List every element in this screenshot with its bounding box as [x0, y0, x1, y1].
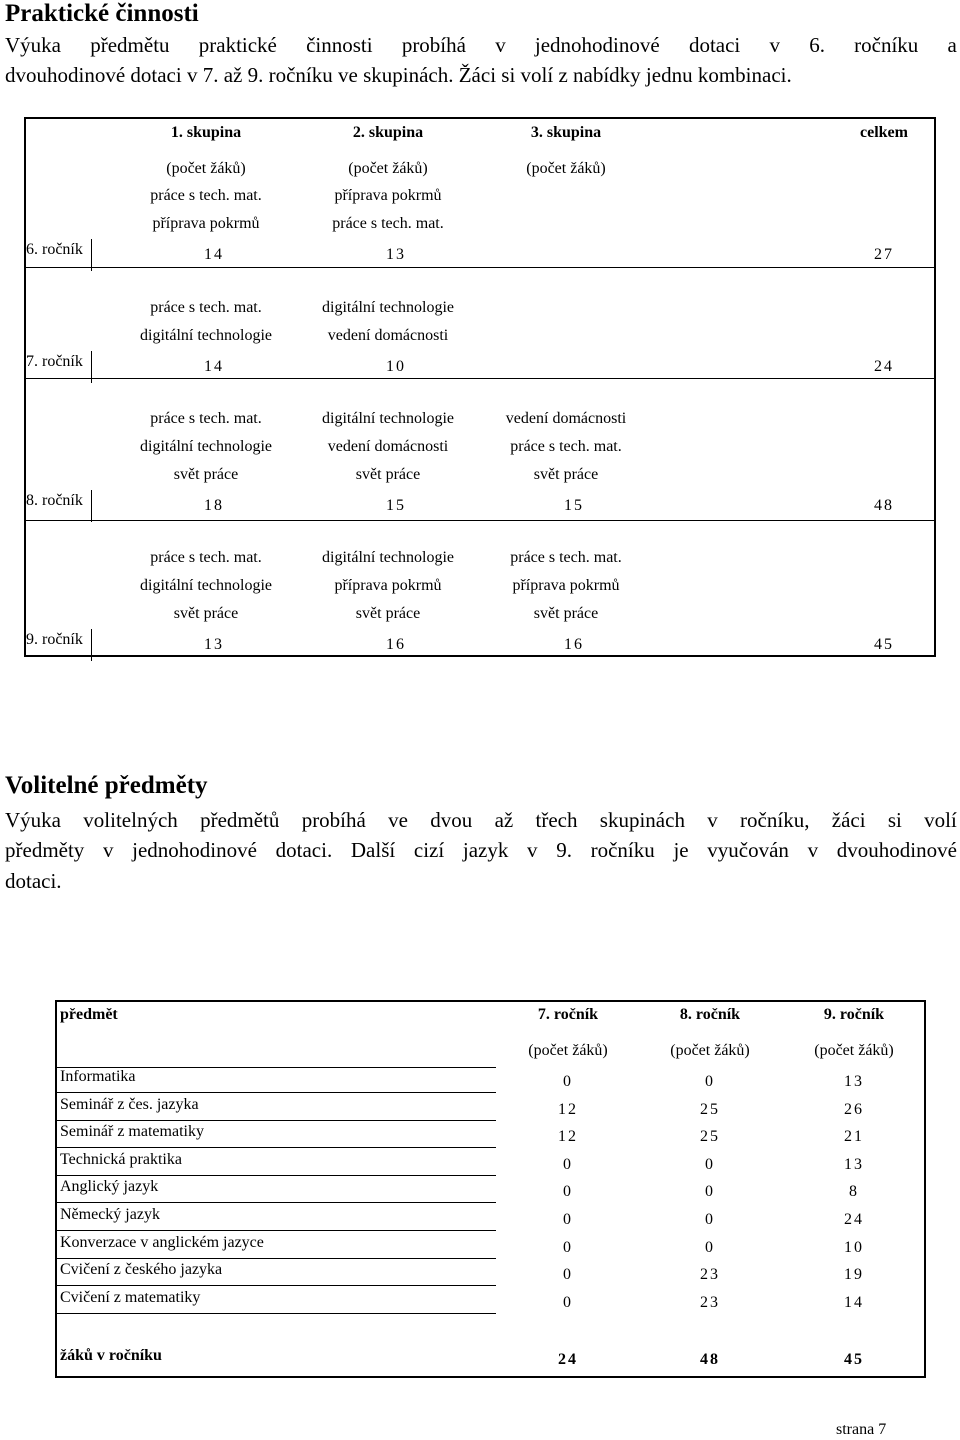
- group-subject: práce s tech. mat.: [150, 299, 262, 316]
- group-subject: svět práce: [355, 466, 421, 483]
- word: ročníku: [590, 838, 655, 862]
- count-grade-9: 10: [844, 1238, 864, 1256]
- row-label: 9. ročník: [26, 631, 83, 648]
- total-label: žáků v ročníku: [60, 1347, 162, 1364]
- left-border: [56, 1067, 57, 1327]
- group-count: 14: [204, 358, 224, 375]
- subject-name: Německý jazyk: [60, 1206, 160, 1223]
- row-divider: [56, 1067, 496, 1068]
- row-divider: [56, 1313, 496, 1314]
- header-group-3: 3. skupina: [530, 124, 602, 141]
- group-count: 18: [204, 497, 224, 514]
- group-subject: digitální technologie: [322, 410, 454, 427]
- count-grade-7: 0: [563, 1266, 573, 1284]
- group-subject: práce s tech. mat.: [150, 410, 262, 427]
- subject-name: Seminář z matematiky: [60, 1123, 204, 1141]
- word: v: [807, 838, 819, 862]
- word: dotaci.: [275, 838, 333, 862]
- group-subject: vedení domácnosti: [505, 410, 627, 427]
- row-total: 27: [874, 246, 894, 263]
- header-count-label: (počet žáků): [670, 1042, 750, 1059]
- group-subject: svět práce: [533, 466, 599, 483]
- group-subject: příprava pokrmů: [512, 577, 620, 594]
- word: probíhá: [301, 808, 366, 832]
- row-divider: [56, 1230, 496, 1231]
- subject-name: Cvičení z matematiky: [60, 1288, 201, 1306]
- header-grade-7: 7. ročník: [537, 1006, 599, 1023]
- section-title-volitelne: Volitelné předměty: [5, 772, 208, 799]
- group-subject: práce s tech. mat.: [150, 187, 262, 204]
- word: jednohodinové: [534, 33, 660, 57]
- word: až: [494, 808, 514, 832]
- word: v: [527, 838, 538, 862]
- header-count-label: (počet žáků): [166, 160, 246, 177]
- header-subject: předmět: [60, 1006, 118, 1023]
- row-label-divider: [25, 154, 26, 266]
- count-grade-7: 0: [563, 1183, 573, 1201]
- electives-table: [55, 1000, 926, 1378]
- paragraph-prakticke-line2: dvouhodinové dotaci v 7. až 9. ročníku ve skupinách. Žáci si volí z nabídky jednu kombinaci.: [5, 63, 792, 87]
- group-subject: digitální technologie: [322, 549, 454, 566]
- word: ročníku,: [740, 808, 810, 832]
- section-title-prakticke: Praktické činnosti: [5, 0, 199, 27]
- count-grade-7: 0: [563, 1211, 573, 1228]
- word: vyučován: [707, 838, 789, 862]
- row-label-divider: [91, 629, 92, 661]
- count-grade-8: 0: [705, 1238, 715, 1256]
- word: a: [947, 33, 957, 57]
- subject-name: Informatika: [60, 1068, 136, 1085]
- word: si: [887, 808, 902, 832]
- total-grade-9: 45: [844, 1351, 864, 1368]
- group-subject: práce s tech. mat.: [510, 549, 622, 566]
- word: předmětu: [90, 33, 170, 57]
- subject-name: Cvičení z českého jazyka: [60, 1261, 223, 1279]
- word: dvou: [430, 808, 473, 832]
- row-total: 24: [874, 358, 894, 375]
- word: v: [707, 808, 718, 832]
- count-grade-9: 21: [844, 1128, 864, 1146]
- group-subject: svět práce: [173, 605, 239, 622]
- row-divider: [56, 1120, 496, 1121]
- word: předměty: [5, 838, 85, 862]
- count-grade-7: 12: [558, 1100, 578, 1118]
- group-subject: práce s tech. mat.: [150, 549, 262, 566]
- group-count: 13: [386, 246, 406, 263]
- word: v: [495, 33, 506, 57]
- word: dvouhodinové: [836, 838, 957, 862]
- paragraph-volitelne-line1: [5, 808, 957, 833]
- count-grade-8: 0: [705, 1183, 715, 1201]
- row-total: 48: [874, 497, 894, 514]
- word: ročníku: [854, 33, 919, 57]
- word: Výuka: [5, 33, 61, 57]
- group-subject: práce s tech. mat.: [510, 438, 622, 455]
- count-grade-9: 24: [844, 1211, 864, 1228]
- group-subject: příprava pokrmů: [152, 215, 260, 232]
- word: cizí: [413, 838, 445, 862]
- word: dotaci: [688, 33, 741, 57]
- count-grade-8: 25: [700, 1128, 720, 1146]
- group-subject: digitální technologie: [322, 299, 454, 316]
- group-subject: příprava pokrmů: [334, 577, 442, 594]
- word: je: [673, 838, 689, 862]
- count-grade-7: 12: [558, 1128, 578, 1146]
- subject-name: Anglický jazyk: [60, 1178, 159, 1196]
- group-count: 10: [386, 358, 406, 375]
- group-count: 15: [386, 497, 406, 514]
- group-count: 13: [204, 636, 224, 653]
- word: 9.: [556, 838, 572, 862]
- row-label-divider: [91, 490, 92, 522]
- count-grade-9: 13: [844, 1155, 864, 1173]
- paragraph-volitelne-line2: [5, 838, 957, 863]
- header-count-label: (počet žáků): [348, 160, 428, 177]
- paragraph-volitelne-line3: dotaci.: [5, 869, 62, 893]
- header-grade-9: 9. ročník: [823, 1006, 885, 1023]
- row-total: 45: [874, 636, 894, 653]
- group-subject: vedení domácnosti: [327, 327, 449, 344]
- row-divider: [56, 1258, 496, 1259]
- count-grade-7: 0: [563, 1155, 573, 1173]
- count-grade-7: 0: [563, 1293, 573, 1311]
- paragraph-prakticke-line1: [5, 33, 957, 58]
- word: v: [102, 838, 114, 862]
- word: třech: [535, 808, 578, 832]
- subject-name: Technická praktika: [60, 1150, 182, 1168]
- header-group-2: 2. skupina: [352, 124, 424, 141]
- word: v: [769, 33, 780, 57]
- row-divider: [25, 378, 935, 379]
- group-count: 14: [204, 246, 224, 263]
- count-grade-9: 26: [844, 1100, 864, 1118]
- group-subject: vedení domácnosti: [327, 438, 449, 455]
- group-subject: digitální technologie: [140, 327, 272, 344]
- word: skupinách: [599, 808, 685, 832]
- word: 6.: [809, 33, 825, 57]
- word: volitelných: [83, 808, 178, 832]
- word: žáci: [831, 808, 866, 832]
- row-divider: [56, 1092, 496, 1093]
- header-total: celkem: [860, 124, 908, 141]
- row-divider: [25, 267, 935, 268]
- word: ve: [388, 808, 408, 832]
- header-group-1: 1. skupina: [170, 124, 242, 141]
- count-grade-8: 0: [705, 1073, 715, 1090]
- row-label: 7. ročník: [26, 353, 83, 370]
- page-number: strana 7: [836, 1421, 887, 1438]
- group-count: 16: [564, 636, 584, 653]
- group-subject: svět práce: [173, 466, 239, 483]
- word: Další: [350, 838, 396, 862]
- count-grade-8: 23: [700, 1293, 720, 1311]
- word: probíhá: [401, 33, 466, 57]
- count-grade-9: 19: [844, 1266, 864, 1284]
- subject-name: Konverzace v anglickém jazyce: [60, 1233, 264, 1251]
- group-subject: digitální technologie: [140, 438, 272, 455]
- header-grade-8: 8. ročník: [679, 1006, 741, 1023]
- word: předmětů: [200, 808, 280, 832]
- group-subject: příprava pokrmů: [334, 187, 442, 204]
- subject-name: Seminář z čes. jazyka: [60, 1095, 199, 1113]
- count-grade-7: 0: [563, 1073, 573, 1090]
- count-grade-8: 23: [700, 1266, 720, 1284]
- count-grade-9: 14: [844, 1293, 864, 1311]
- group-subject: práce s tech. mat.: [332, 215, 444, 232]
- row-label: 6. ročník: [26, 241, 83, 258]
- row-divider: [56, 1147, 496, 1148]
- group-subject: svět práce: [355, 605, 421, 622]
- word: Výuka: [5, 808, 61, 832]
- header-count-label: (počet žáků): [814, 1042, 894, 1059]
- header-count-label: (počet žáků): [526, 160, 606, 177]
- count-grade-8: 25: [700, 1100, 720, 1118]
- word: jednohodinové: [132, 838, 257, 862]
- word: jazyk: [462, 838, 509, 862]
- group-count: 16: [386, 636, 406, 653]
- count-grade-7: 0: [563, 1238, 573, 1256]
- group-subject: svět práce: [533, 605, 599, 622]
- word: praktické: [198, 33, 277, 57]
- row-divider: [56, 1175, 496, 1176]
- row-divider: [56, 1285, 496, 1286]
- row-label: 8. ročník: [26, 492, 83, 509]
- total-grade-7: 24: [558, 1351, 578, 1368]
- header-count-label: (počet žáků): [528, 1042, 608, 1059]
- word: volí: [924, 808, 957, 832]
- count-grade-8: 0: [705, 1155, 715, 1173]
- count-grade-9: 8: [849, 1183, 859, 1201]
- group-count: 15: [564, 497, 584, 514]
- count-grade-8: 0: [705, 1211, 715, 1228]
- row-divider: [56, 1202, 496, 1203]
- group-subject: digitální technologie: [140, 577, 272, 594]
- count-grade-9: 13: [844, 1073, 864, 1090]
- total-grade-8: 48: [700, 1351, 720, 1368]
- word: činnosti: [306, 33, 373, 57]
- row-divider: [25, 520, 935, 521]
